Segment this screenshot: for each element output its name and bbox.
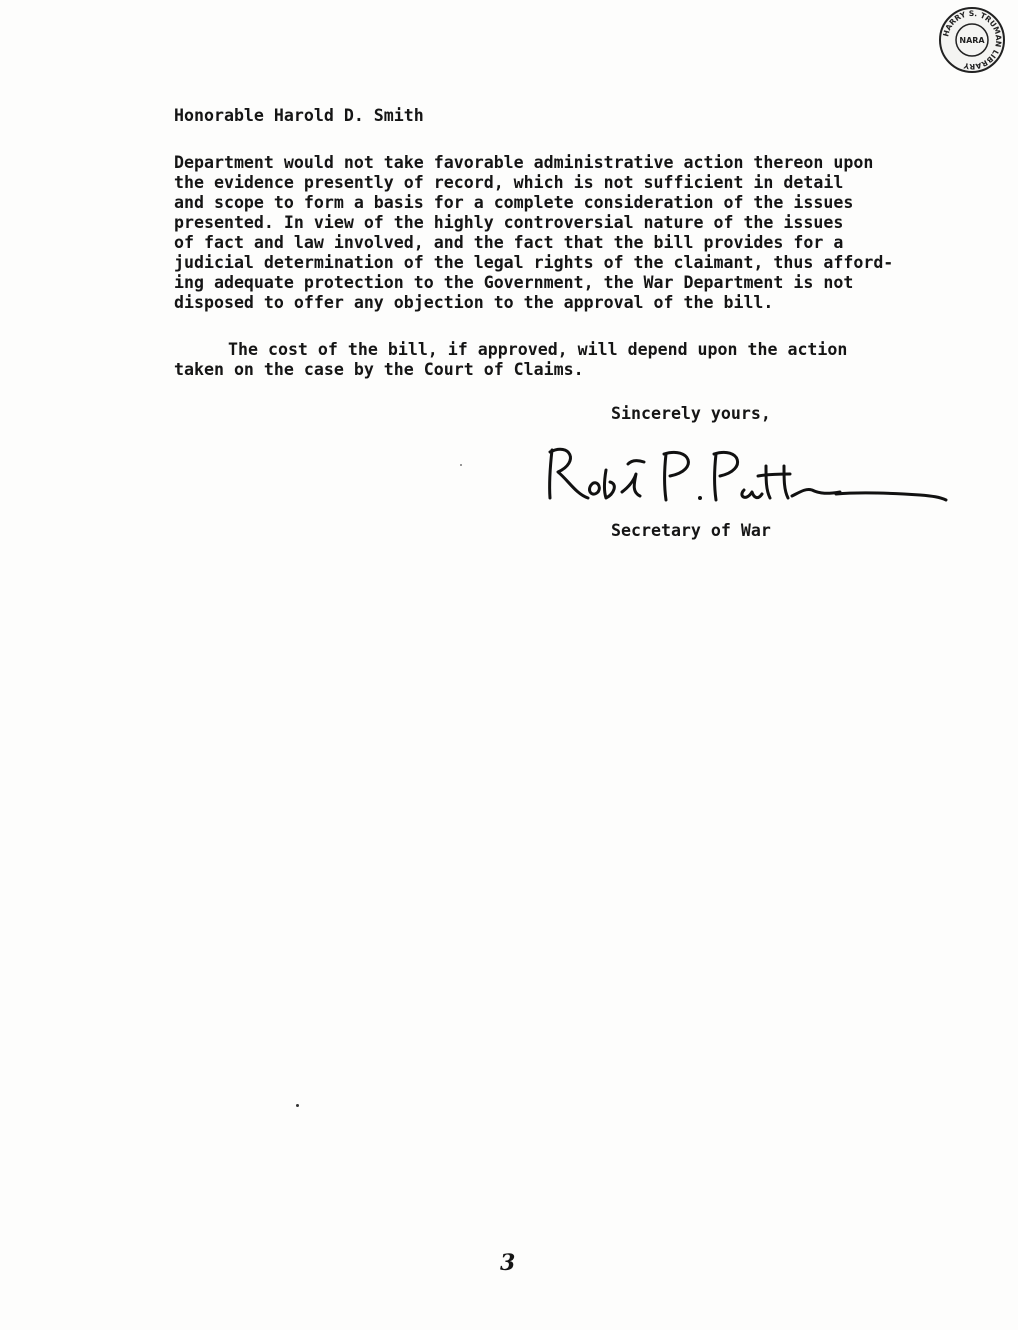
- paragraph-line: and scope to form a basis for a complete consideration of the issues: [174, 193, 854, 212]
- signer-title: Secretary of War: [611, 521, 771, 540]
- salutation: Honorable Harold D. Smith: [174, 106, 424, 125]
- paragraph-line: of fact and law involved, and the fact that the bill provides for a: [174, 233, 844, 252]
- page-number: 3: [500, 1250, 516, 1276]
- paragraph-line: ing adequate protection to the Government, the War Department is not: [174, 273, 854, 292]
- paper-speck: [296, 1104, 299, 1107]
- paragraph-line: presented. In view of the highly controversial nature of the issues: [174, 213, 844, 232]
- paragraph-line: judicial determination of the legal rights of the claimant, thus afford-: [174, 253, 894, 272]
- seal-center-text: NARA: [959, 36, 985, 45]
- library-seal-stamp: [938, 6, 1006, 74]
- seal-ring-text: HARRY S. TRUMAN LIBRARY: [941, 8, 1004, 72]
- paragraph-line: the evidence presently of record, which is not sufficient in detail: [174, 173, 844, 192]
- paragraph-line: taken on the case by the Court of Claims.: [174, 360, 584, 379]
- paragraph-line: disposed to offer any objection to the approval of the bill.: [174, 293, 774, 312]
- paragraph-line: Department would not take favorable administrative action thereon upon: [174, 153, 874, 172]
- paper-speck: [460, 464, 462, 466]
- paragraph-line: The cost of the bill, if approved, will depend upon the action: [228, 340, 848, 359]
- closing: Sincerely yours,: [611, 404, 771, 423]
- handwritten-signature: [540, 440, 950, 520]
